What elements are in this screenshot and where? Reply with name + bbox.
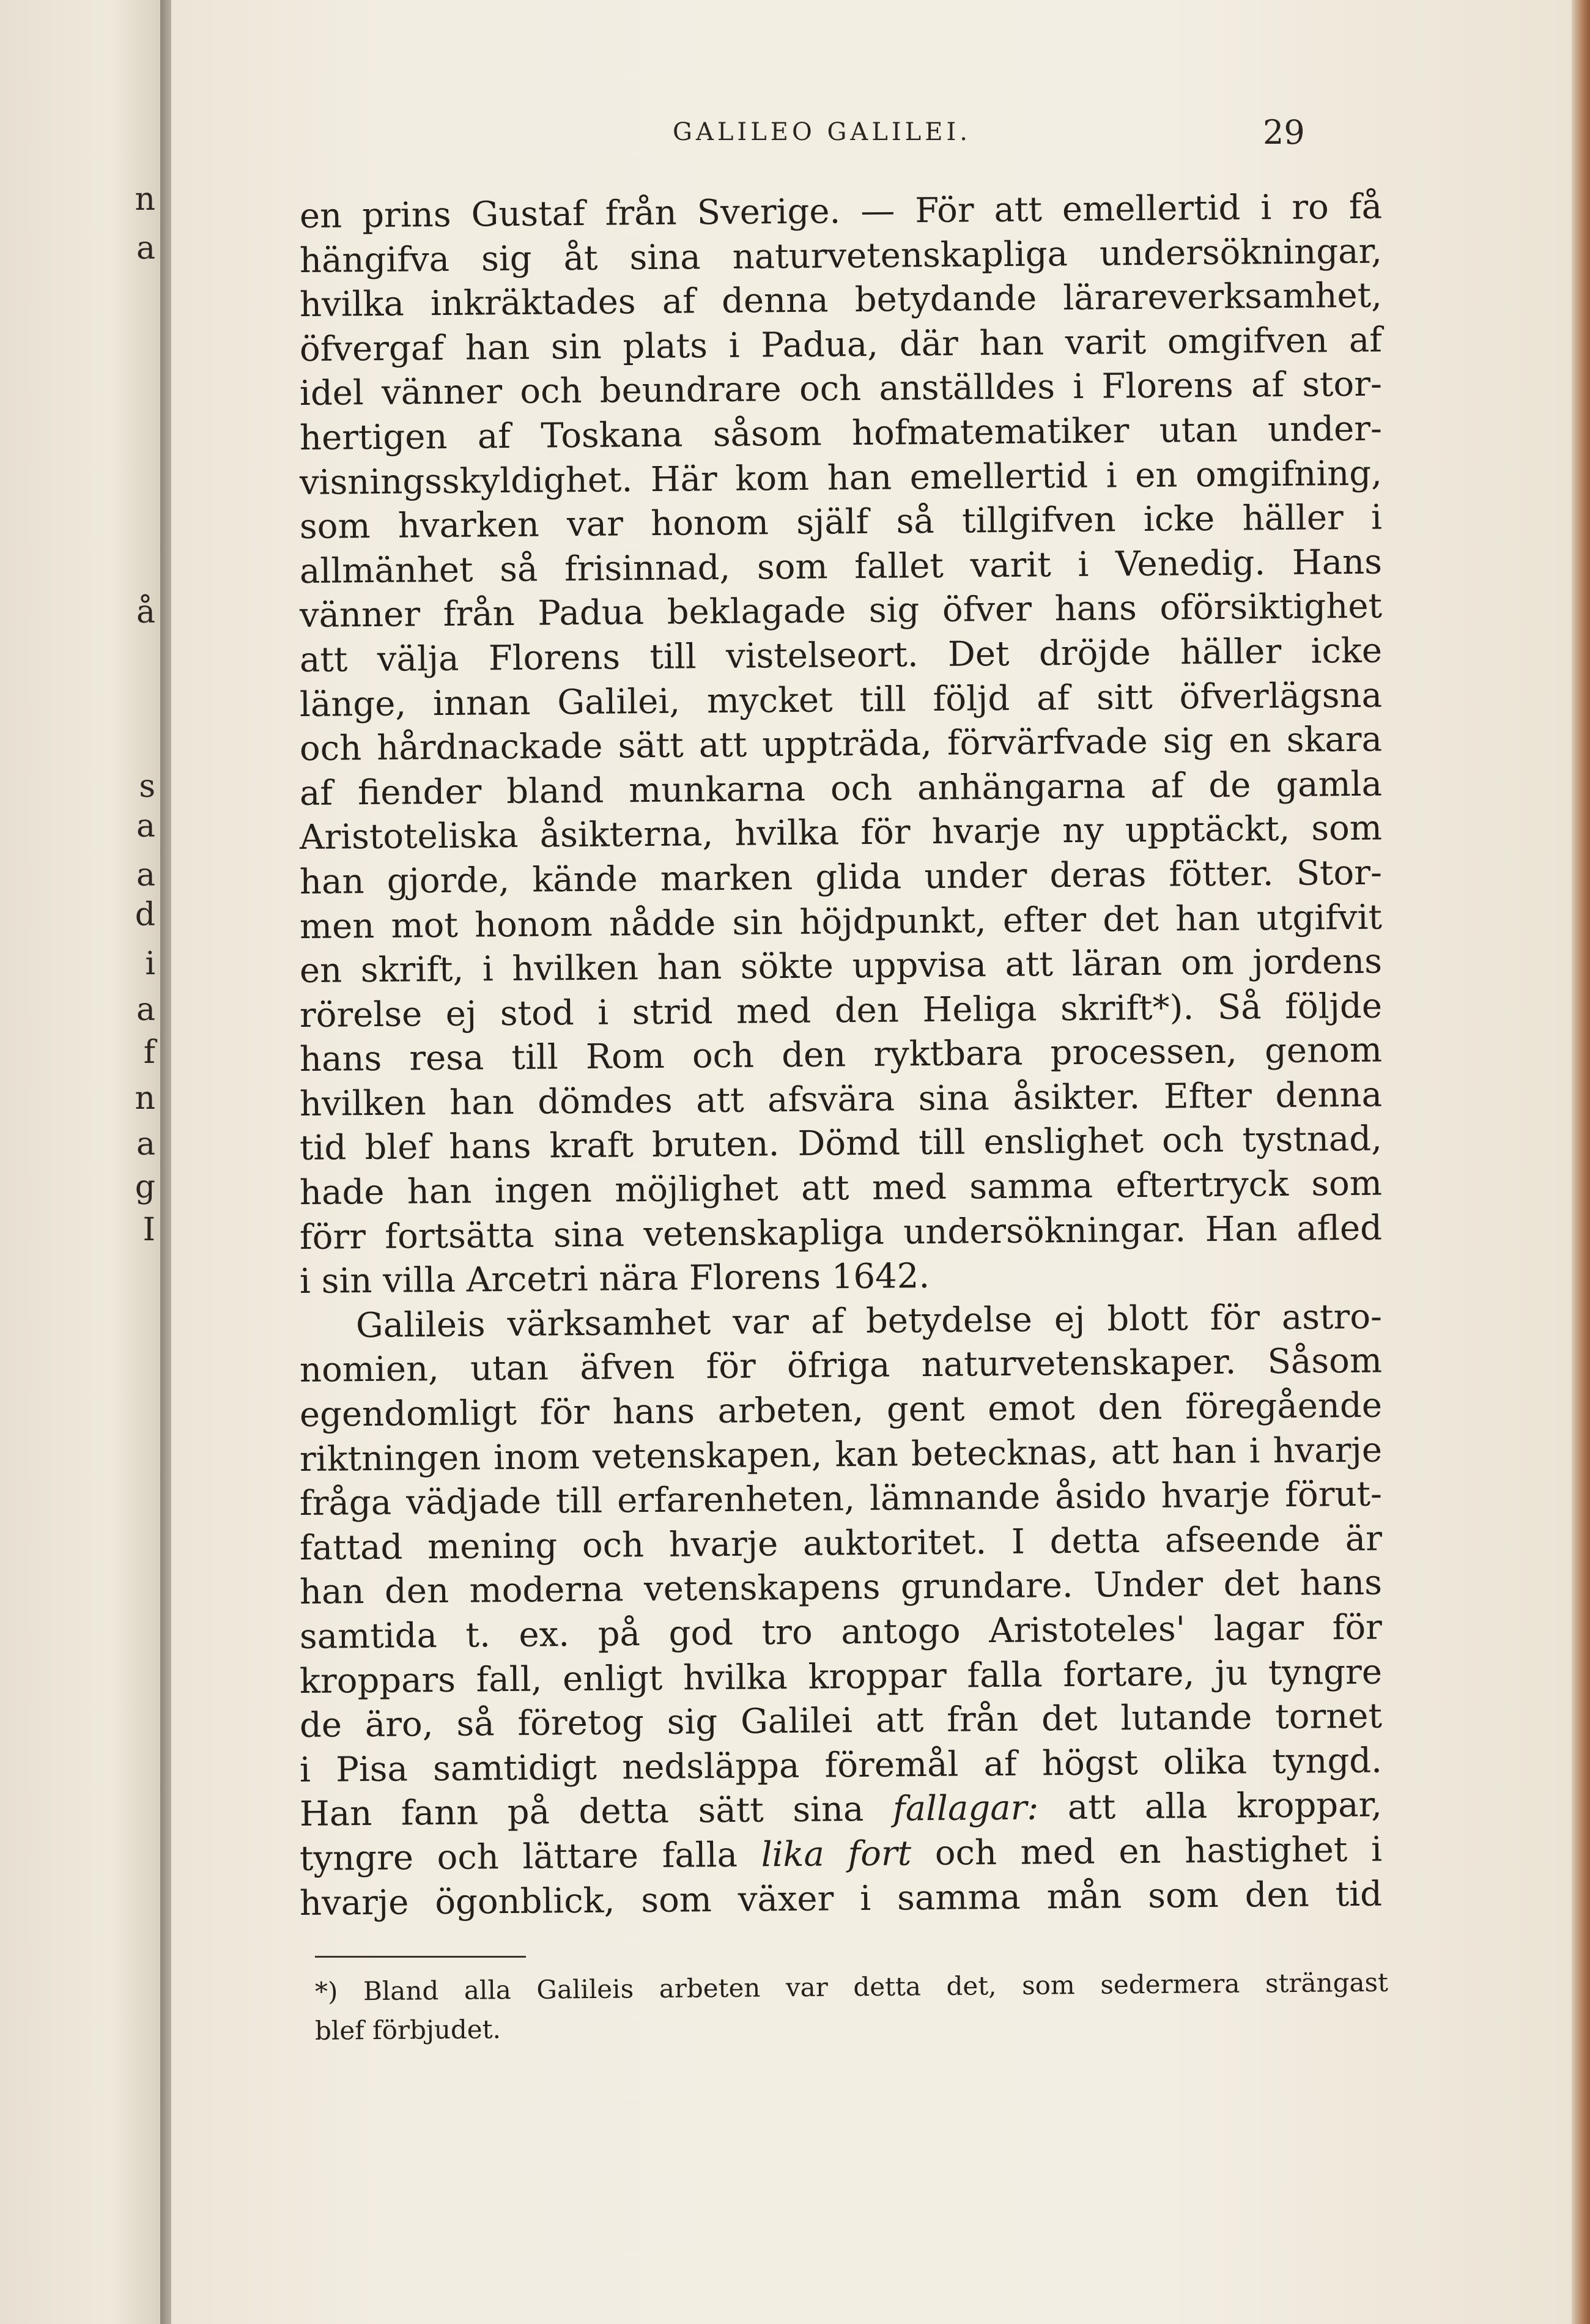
body-text xyxy=(299,187,1383,1926)
text-line: vänner från Padua beklagade sig öfver hans oförsiktighet xyxy=(299,586,1383,636)
text-line: fattad mening och hvarje auktoritet. I detta afseende är xyxy=(299,1519,1383,1568)
page-number: 29 xyxy=(1263,113,1305,152)
text-line: han den moderna vetenskapens grundare. Under det hans xyxy=(299,1563,1383,1613)
text-line: kroppars fall, enligt hvilka kroppar falla fortare, ju tyngre xyxy=(299,1652,1383,1701)
text-line: och hårdnackade sätt att uppträda, förvärfvade sig en skara xyxy=(299,719,1383,769)
book-gutter xyxy=(160,0,171,2324)
text-line: allmänhet så frisinnad, som fallet varit i Venedig. Hans xyxy=(299,542,1383,591)
text-segment: Han fann på detta sätt sina xyxy=(299,1789,864,1835)
text-line: i sin villa Arcetri nära Florens 1642. xyxy=(299,1256,930,1302)
footnote xyxy=(314,1967,1389,2051)
footnote-rule xyxy=(315,1956,526,1958)
text-line: af fiender bland munkarna och anhängarna af de gamla xyxy=(299,764,1383,813)
italic-phrase: fallagar: xyxy=(892,1788,1039,1829)
facing-page-fragment: a xyxy=(136,1126,155,1163)
text-line: fråga vädjade till erfarenheten, lämnande åsido hvarje förut- xyxy=(299,1474,1383,1524)
facing-page-fragment: a xyxy=(136,857,155,894)
facing-page-fragment: s xyxy=(139,768,155,805)
text-line: han gjorde, kände marken glida under deras fötter. Stor- xyxy=(299,853,1383,902)
facing-page-edge xyxy=(0,0,160,2324)
text-line: rörelse ej stod i strid med den Heliga skrift*). Så följde xyxy=(299,986,1383,1035)
text-line: idel vänner och beundrare och anställdes i Florens af stor- xyxy=(299,364,1383,414)
text-line: hade han ingen möjlighet att med samma eftertryck som xyxy=(299,1163,1383,1213)
running-title: GALILEO GALILEI. xyxy=(673,118,971,146)
text-line: nomien, utan äfven för öfriga naturvetenskaper. Såsom xyxy=(299,1341,1383,1391)
text-segment: tyngre och lättare falla xyxy=(299,1835,738,1879)
text-line: hängifva sig åt sina naturvetenskapliga undersökningar, xyxy=(299,231,1383,281)
text-segment: att alla kroppar, xyxy=(1067,1785,1383,1828)
text-line: hertigen af Toskana såsom hofmatematiker utan under- xyxy=(299,409,1383,458)
text-line: hvilka inkräktades af denna betydande lärareverksamhet, xyxy=(299,275,1383,325)
footnote-line: *) Bland alla Galileis arbeten var detta det, som sedermera strängast xyxy=(314,1967,1389,2007)
facing-page-fragment: n xyxy=(135,181,155,218)
text-line: egendomligt för hans arbeten, gent emot den föregående xyxy=(299,1385,1383,1435)
text-line: i Pisa samtidigt nedsläppa föremål af högst olika tyngd. xyxy=(299,1741,1383,1790)
text-line: en skrift, i hvilken han sökte uppvisa att läran om jordens xyxy=(299,941,1383,991)
facing-page-fragment: I xyxy=(142,1212,155,1248)
text-segment: och med en hastighet i xyxy=(934,1829,1383,1873)
book-cover-edge xyxy=(1572,0,1590,2324)
text-line: Aristoteliska åsikterna, hvilka för hvarje ny upptäckt, som xyxy=(299,808,1383,858)
text-line: öfvergaf han sin plats i Padua, där han varit omgifven af xyxy=(299,320,1383,369)
facing-page-fragment: i xyxy=(145,946,155,982)
text-line: en prins Gustaf från Sverige. — För att emellertid i ro få xyxy=(299,187,1383,236)
facing-page-fragment: å xyxy=(136,594,155,631)
facing-page-fragment: a xyxy=(136,230,155,267)
text-line: förr fortsätta sina vetenskapliga undersökningar. Han afled xyxy=(299,1208,1383,1257)
text-line: visningsskyldighet. Här kom han emellertid i en omgifning, xyxy=(299,453,1383,503)
italic-phrase: lika fort xyxy=(761,1834,912,1875)
text-line: hvilken han dömdes att afsvära sina åsikter. Efter denna xyxy=(299,1075,1383,1124)
facing-page-fragment: d xyxy=(135,897,155,933)
text-line: att välja Florens till vistelseort. Det dröjde häller icke xyxy=(299,631,1383,680)
footnote-line: blef förbjudet. xyxy=(314,2014,501,2046)
facing-page-fragment: a xyxy=(136,808,155,845)
facing-page-fragment: n xyxy=(135,1080,155,1117)
text-line: riktningen inom vetenskapen, kan betecknas, att han i hvarje xyxy=(299,1430,1383,1479)
facing-page-fragment: g xyxy=(135,1169,155,1205)
text-line: tid blef hans kraft bruten. Dömd till enslighet och tystnad, xyxy=(299,1119,1383,1169)
text-line: samtida t. ex. på god tro antogo Aristoteles' lagar för xyxy=(299,1607,1383,1657)
text-line: hvarje ögonblick, som växer i samma mån som den tid xyxy=(299,1874,1383,1923)
text-line: länge, innan Galilei, mycket till följd af sitt öfverlägsna xyxy=(299,675,1383,725)
text-line: Galileis värksamhet var af betydelse ej blott för astro- xyxy=(355,1297,1383,1346)
facing-page-fragment: f xyxy=(143,1034,155,1071)
facing-page-fragment: a xyxy=(136,991,155,1028)
text-line: de äro, så företog sig Galilei att från det lutande tornet xyxy=(299,1696,1383,1746)
text-line: hans resa till Rom och den ryktbara processen, genom xyxy=(299,1030,1383,1080)
text-line: men mot honom nådde sin höjdpunkt, efter det han utgifvit xyxy=(299,897,1383,947)
text-line: som hvarken var honom själf så tillgifven icke häller i xyxy=(299,497,1383,547)
